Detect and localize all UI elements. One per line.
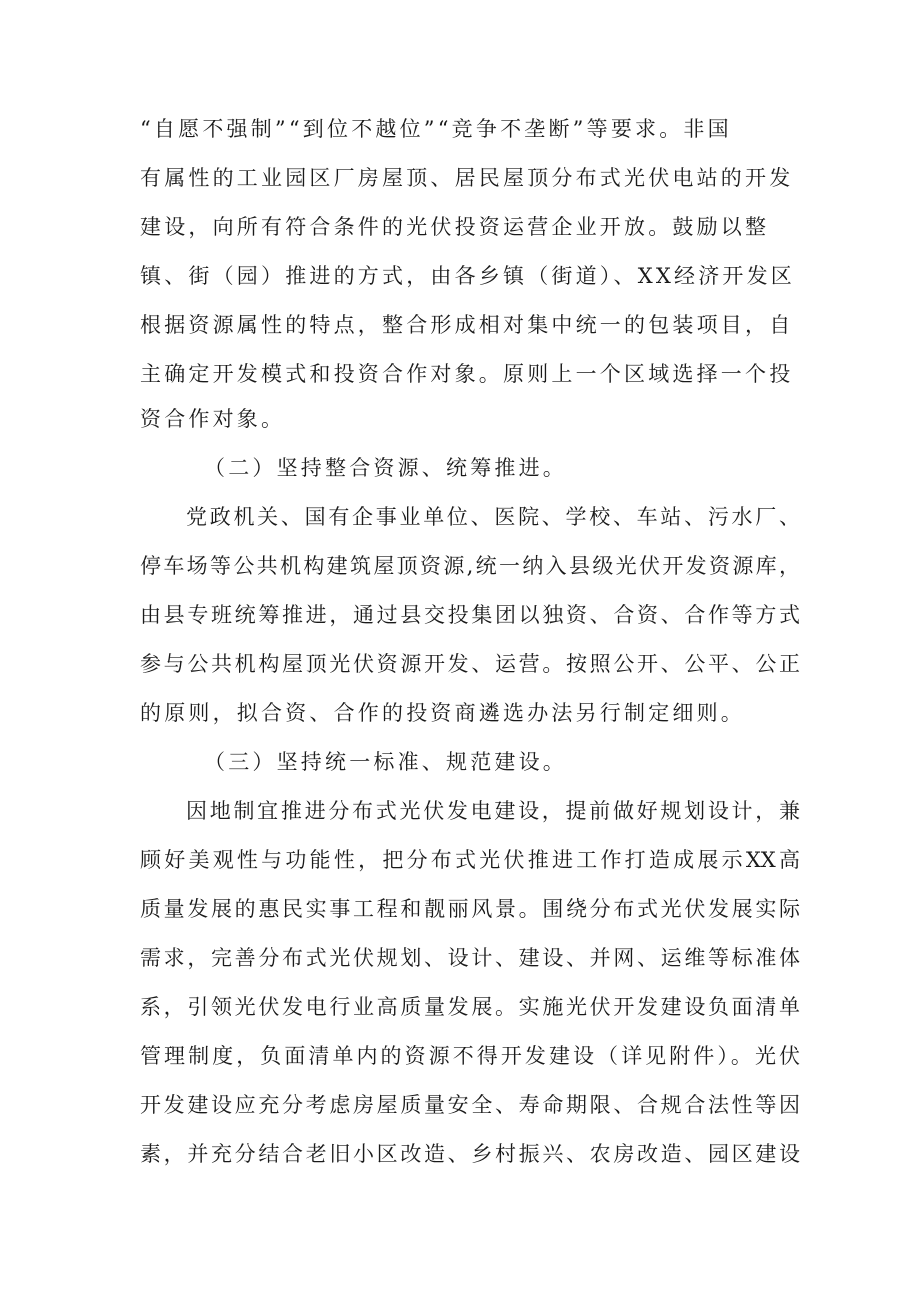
paragraph-line: 系，引领光伏发电行业高质量发展。实施光伏开发建设负面清单 [140, 995, 800, 1019]
paragraph-line: 停车场等公共机构建筑屋顶资源,统一纳入县级光伏开发资源库， [140, 554, 800, 578]
paragraph-line: 顾好美观性与功能性，把分布式光伏推进工作打造成展示XX高 [140, 848, 800, 872]
paragraph-line: 的原则，拟合资、合作的投资商遴选办法另行制定细则。 [140, 701, 745, 725]
paragraph-line: 根据资源属性的特点，整合形成相对集中统一的包装项目，自 [140, 313, 794, 337]
paragraph-line: 管理制度，负面清单内的资源不得开发建设（详见附件）。光伏 [140, 1044, 800, 1068]
paragraph-line: 素，并充分结合老旧小区改造、乡村振兴、农房改造、园区建设 [140, 1142, 800, 1166]
paragraph-line: 开发建设应充分考虑房屋质量安全、寿命期限、合规合法性等因 [140, 1093, 800, 1117]
paragraph-line: 建设，向所有符合条件的光伏投资运营企业开放。鼓励以整 [140, 215, 770, 239]
section-heading: （二）坚持整合资源、统筹推进。 [204, 456, 567, 480]
paragraph-line: “自愿不强制”“到位不越位”“竞争不垄断”等要求。非国 [140, 117, 732, 141]
section-heading: （三）坚持统一标准、规范建设。 [204, 750, 567, 774]
paragraph-line: 资合作对象。 [140, 407, 286, 431]
paragraph-line: 质量发展的惠民实事工程和靓丽风景。围绕分布式光伏发展实际 [140, 897, 800, 921]
paragraph-line: 有属性的工业园区厂房屋顶、居民屋顶分布式光伏电站的开发 [140, 166, 794, 190]
paragraph-line: 主确定开发模式和投资合作对象。原则上一个区域选择一个投 [140, 362, 794, 386]
paragraph-line: 参与公共机构屋顶光伏资源开发、运营。按照公开、公平、公正 [140, 652, 800, 676]
paragraph-line: 党政机关、国有企事业单位、医院、学校、车站、污水厂、 [186, 505, 800, 529]
paragraph-line: 因地制宜推进分布式光伏发电建设，提前做好规划设计，兼 [186, 799, 800, 823]
paragraph-line: 镇、街（园）推进的方式，由各乡镇（街道）、XX经济开发区 [140, 264, 795, 288]
paragraph-line: 需求，完善分布式光伏规划、设计、建设、并网、运维等标准体 [140, 946, 800, 970]
paragraph-line: 由县专班统筹推进，通过县交投集团以独资、合资、合作等方式 [140, 603, 800, 627]
